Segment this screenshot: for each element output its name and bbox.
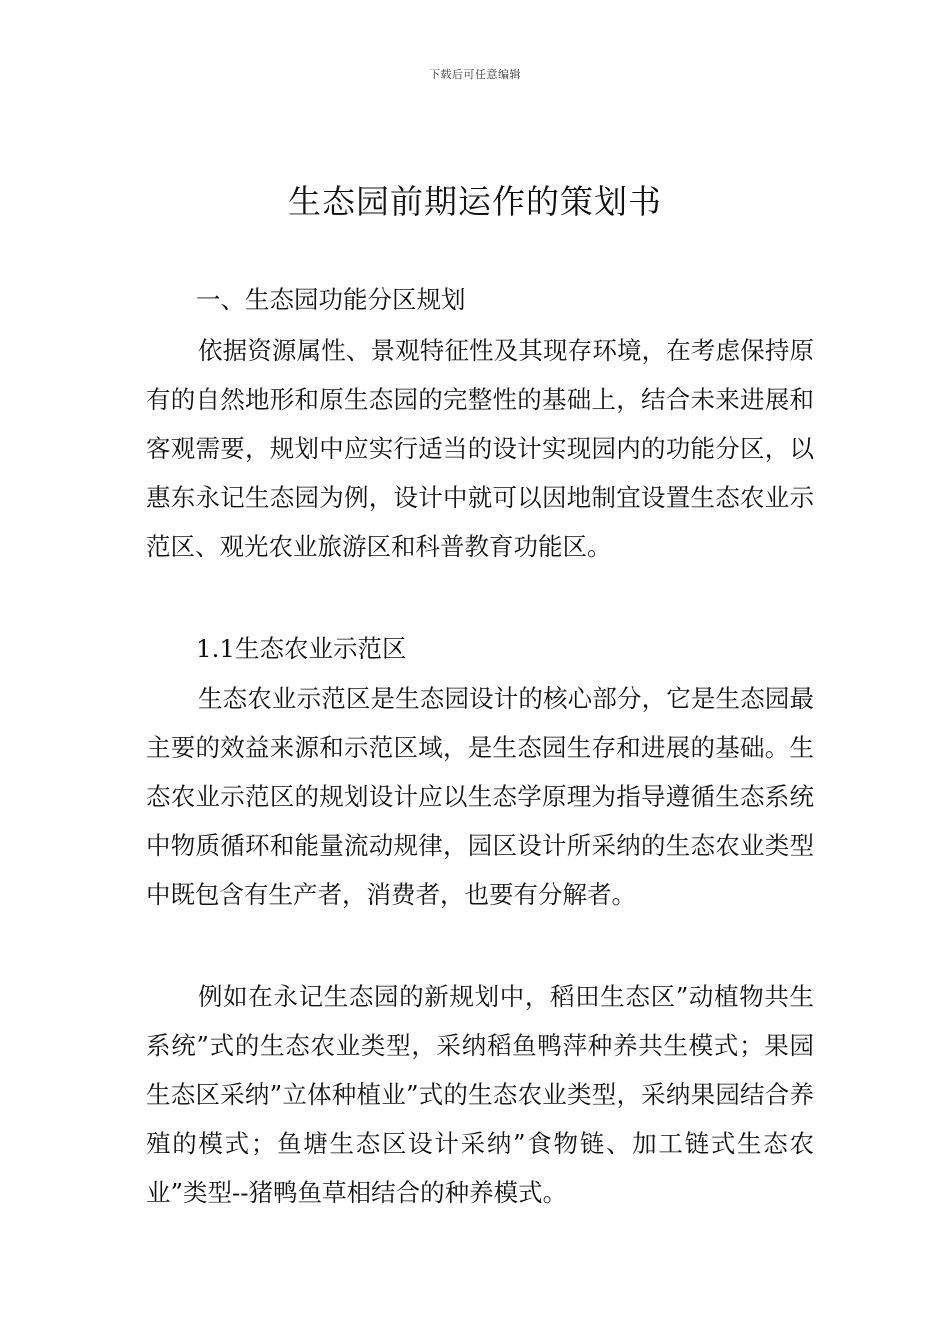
paragraph-1: 依据资源属性、景观特征性及其现存环境，在考虑保持原有的自然地形和原生态园的完整性的基础上，结合未来进展和客观需要，规划中应实行适当的设计实现园内的功能分区，以惠东永记生态园为例，设计中就可以因地制宜设置生态农业示范区、观光农业旅游区和科普教育功能区。 xyxy=(146,336,814,561)
section-heading: 一、生态园功能分区规划 xyxy=(196,285,466,314)
subsection-heading: 1.1生态农业示范区 xyxy=(196,634,407,663)
page-header: 下载后可任意编辑 xyxy=(429,68,521,81)
paragraph-3: 例如在永记生态园的新规划中，稻田生态区”动植物共生系统”式的生态农业类型，采纳稻鱼鸭萍种养共生模式；果园生态区采纳”立体种植业”式的生态农业类型，采纳果园结合养殖的模式；鱼塘生态区设计采纳”食物链、加工链式生态农业”类型--猪鸭鱼草相结合的种养模式。 xyxy=(146,982,814,1207)
document-title: 生态园前期运作的策划书 xyxy=(288,182,662,221)
paragraph-2: 生态农业示范区是生态园设计的核心部分，它是生态园最主要的效益来源和示范区域，是生态园生存和进展的基础。生态农业示范区的规划设计应以生态学原理为指导遵循生态系统中物质循环和能量流动规律，园区设计所采纳的生态农业类型中既包含有生产者，消费者，也要有分解者。 xyxy=(146,684,814,909)
